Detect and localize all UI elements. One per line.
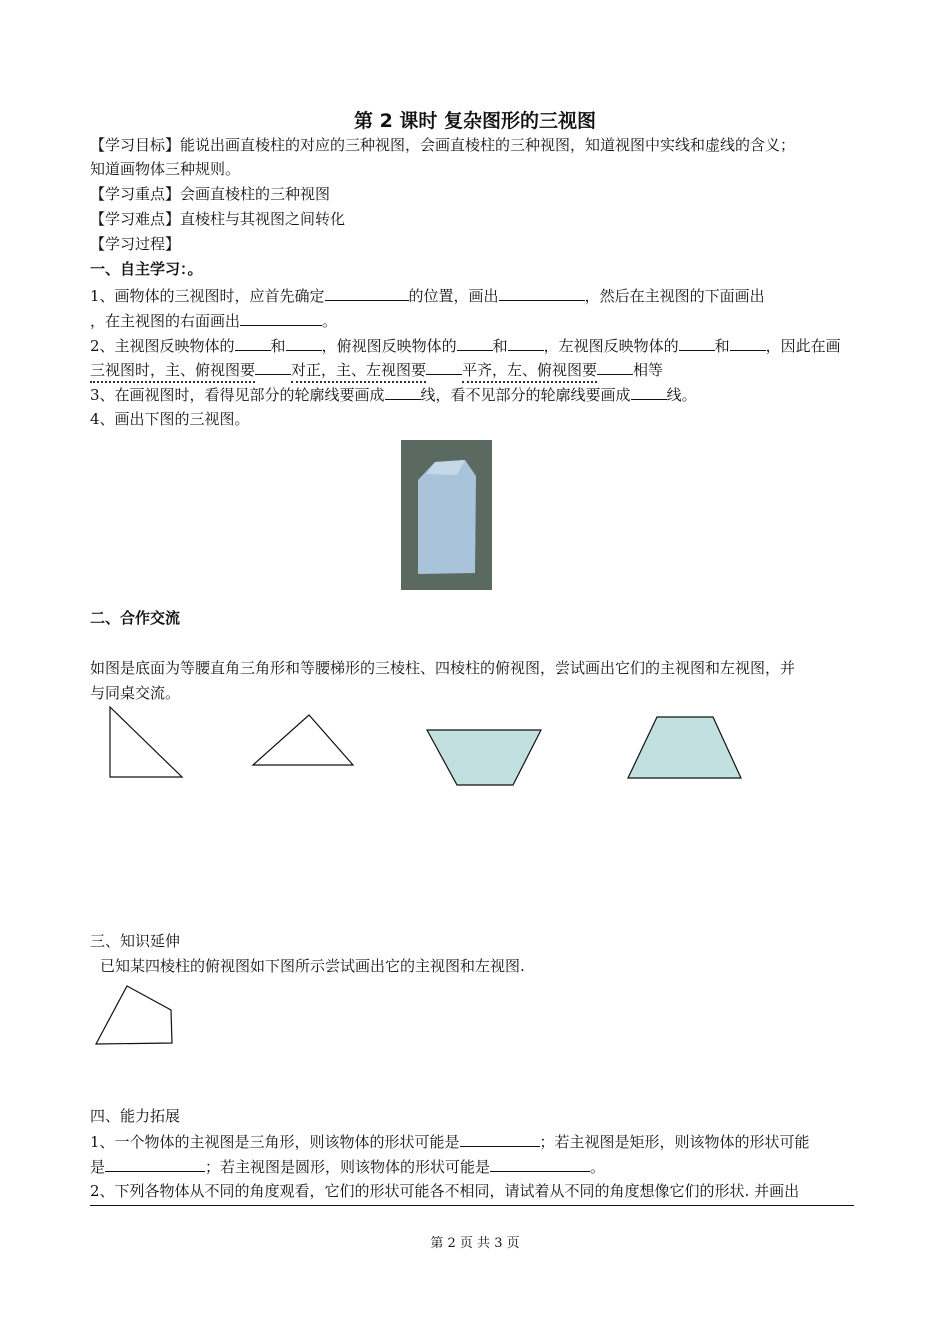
- blank-field[interactable]: [597, 358, 633, 375]
- s4-q1-text-b: ；若主视图是矩形，则该物体的形状可能: [539, 1133, 810, 1151]
- s4-q1-text-a: 1、一个物体的主视图是三角形，则该物体的形状可能是: [90, 1133, 460, 1151]
- section1-heading: 一、自主学习：。: [90, 260, 203, 278]
- difficulties: [90, 208, 345, 230]
- section2-heading: 二、合作交流: [90, 609, 181, 627]
- q2-text-d: ，因此在画: [765, 337, 841, 355]
- blank-field[interactable]: [631, 383, 667, 400]
- page-title: 第 2 课时 复杂图形的三视图: [353, 110, 597, 132]
- blank-field[interactable]: [730, 334, 766, 351]
- q3-text-c: 线。: [666, 386, 697, 404]
- q1-text-d: ，在主视图的右面画出: [90, 312, 241, 330]
- q2-and: 和: [714, 337, 730, 355]
- blank-field[interactable]: [105, 1155, 205, 1172]
- objectives-line-2: [90, 158, 240, 180]
- question-1: [90, 284, 765, 307]
- question-3: [90, 383, 697, 406]
- section3-heading: 三、知识延伸: [90, 932, 181, 950]
- top-view-shapes: [100, 700, 760, 795]
- q2-text-h: 相等: [633, 361, 664, 379]
- section4-heading: 四、能力拓展: [90, 1107, 181, 1125]
- trapezoid-shape: [628, 717, 741, 778]
- q2-and: 和: [492, 337, 508, 355]
- difficulties-label: 【学习难点】: [90, 210, 181, 228]
- blank-field[interactable]: [679, 334, 715, 351]
- section4-question-1: [90, 1130, 810, 1153]
- blank-field[interactable]: [325, 284, 409, 301]
- q1-text-e: 。: [322, 312, 338, 330]
- blank-field[interactable]: [286, 334, 322, 351]
- objectives-label: 【学习目标】: [90, 136, 181, 154]
- difficulties-text: 直棱柱与其视图之间转化: [180, 210, 346, 228]
- q2-text-g: 平齐，左、俯视图要: [462, 361, 597, 383]
- blank-field[interactable]: [460, 1130, 540, 1147]
- objectives-text-2: 知道画物体三种规则。: [90, 160, 241, 178]
- key-points: [90, 183, 330, 205]
- q1-text-a: 1、画物体的三视图时，应首先确定: [90, 287, 325, 305]
- question-2: [90, 334, 841, 357]
- s4-q1-text-d: ；若主视图是圆形，则该物体的形状可能是: [205, 1158, 491, 1176]
- key-points-label: 【学习重点】: [90, 185, 181, 203]
- objectives-line-1: [90, 134, 795, 156]
- blank-field[interactable]: [255, 358, 291, 375]
- q2-and: 和: [270, 337, 286, 355]
- blank-field[interactable]: [240, 309, 322, 326]
- q2-text-c: ，左视图反映物体的: [543, 337, 679, 355]
- q2-text-b: ，俯视图反映物体的: [321, 337, 457, 355]
- question-1-cont: [90, 309, 337, 332]
- q1-text-b: 的位置，画出: [408, 287, 499, 305]
- quadrilateral-shape: [90, 980, 185, 1050]
- inverted-trapezoid-shape: [427, 730, 541, 785]
- question-2-cont: [90, 358, 663, 381]
- section2-text-1: 如图是底面为等腰直角三角形和等腰梯形的三棱柱、四棱柱的俯视图，尝试画出它们的主视图和左视图，并: [90, 659, 796, 677]
- blank-field[interactable]: [508, 334, 544, 351]
- prism-photo: [401, 440, 492, 590]
- q2-text-e: 三视图时，主、俯视图要: [90, 361, 255, 383]
- q2-text-f: 对正，主、左视图要: [291, 361, 426, 383]
- blank-field[interactable]: [499, 284, 585, 301]
- section2-text-2: 与同桌交流。: [90, 684, 181, 702]
- q3-text-a: 3、在画视图时，看得见部分的轮廓线要画成: [90, 386, 385, 404]
- blank-field[interactable]: [457, 334, 493, 351]
- blank-field[interactable]: [426, 358, 462, 375]
- blank-field[interactable]: [235, 334, 271, 351]
- q2-text-a: 2、主视图反映物体的: [90, 337, 235, 355]
- blank-field[interactable]: [385, 383, 421, 400]
- right-triangle-shape: [110, 707, 182, 777]
- blank-field[interactable]: [490, 1155, 590, 1172]
- isosceles-triangle-shape: [253, 715, 353, 765]
- q1-text-c: ，然后在主视图的下面画出: [584, 287, 765, 305]
- process-label: 【学习过程】: [90, 235, 181, 253]
- s4-q1-text-e: 。: [590, 1158, 606, 1176]
- page-footer: 第 2 页 共 3 页: [430, 1236, 520, 1251]
- s4-q1-text-c: 是: [90, 1158, 106, 1176]
- key-points-text: 会画直棱柱的三种视图: [180, 185, 331, 203]
- question-4: 4、画出下图的三视图。: [90, 410, 250, 428]
- footer-divider: [90, 1205, 854, 1206]
- section4-question-2: 2、下列各物体从不同的角度观看，它们的形状可能各不相同，请试着从不同的角度想像它们的形状. 并画出: [90, 1182, 800, 1200]
- section3-text: 已知某四棱柱的俯视图如下图所示尝试画出它的主视图和左视图.: [100, 957, 525, 975]
- section4-question-1-cont: [90, 1155, 605, 1178]
- objectives-text: 能说出画直棱柱的对应的三种视图，会画直棱柱的三种视图，知道视图中实线和虚线的含义；: [180, 136, 796, 154]
- q3-text-b: 线，看不见部分的轮廓线要画成: [420, 386, 631, 404]
